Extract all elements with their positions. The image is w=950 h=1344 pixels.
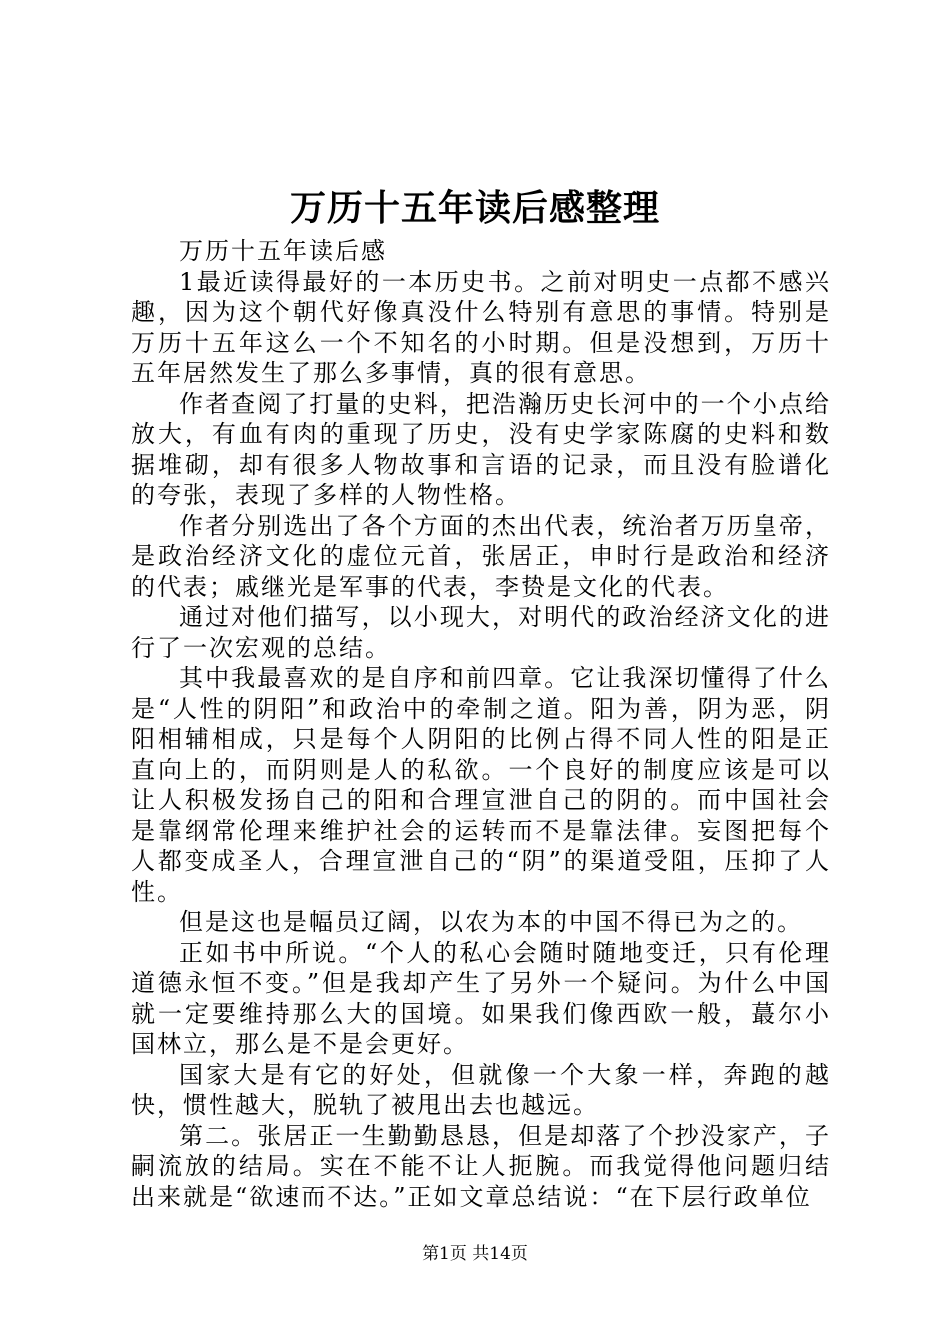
document-title: 万历十五年读后感整理 [289, 187, 660, 229]
document-body [131, 236, 831, 1212]
paragraph: 正如书中所说。“个人的私心会随时随地变迁，只有伦理道德永恒不变。”但是我却产生了另外一个疑问。为什么中国就一定要维持那么大的国境。如果我们像西欧一般，蕞尔小国林立，那么是不是会更好。 [131, 938, 831, 1058]
paragraph: 第二。张居正一生勤勤恳恳，但是却落了个抄没家产，子嗣流放的结局。实在不能不让人扼腕。而我觉得他问题归结出来就是“欲速而不达。”正如文章总结说：“在下层行政单位 [131, 1121, 831, 1211]
paragraph: 但是这也是幅员辽阔，以农为本的中国不得已为之的。 [179, 908, 803, 936]
paragraph: 1最近读得最好的一本历史书。之前对明史一点都不感兴趣，因为这个朝代好像真没什么特别有意思的事情。特别是万历十五年这么一个不知名的小时期。但是没想到，万历十五年居然发生了那么多事情，真的很有意思。 [131, 267, 831, 387]
paragraph: 国家大是有它的好处，但就像一个大象一样，奔跑的越快，惯性越大，脱轨了被甩出去也越远。 [131, 1060, 831, 1119]
paragraph: 万历十五年读后感 [179, 237, 387, 265]
paragraph: 其中我最喜欢的是自序和前四章。它让我深切懂得了什么是“人性的阴阳”和政治中的牵制之道。阳为善，阴为恶，阴阳相辅相成，只是每个人阴阳的比例占得不同人性的阳是正直向上的，而阴则是人的私欲。一个良好的制度应该是可以让人积极发扬自己的阳和合理宣泄自己的阴的。而中国社会是靠纲常伦理来维护社会的运转而不是靠法律。妄图把每个人都变成圣人，合理宣泄自己的“阴”的渠道受阻，压抑了人性。 [131, 664, 831, 906]
paragraph: 作者分别选出了各个方面的杰出代表，统治者万历皇帝，是政治经济文化的虚位元首，张居正，申时行是政治和经济的代表；戚继光是军事的代表，李贽是文化的代表。 [131, 511, 831, 601]
paragraph: 作者查阅了打量的史料，把浩瀚历史长河中的一个小点给放大，有血有肉的重现了历史，没有史学家陈腐的史料和数据堆砌，却有很多人物故事和言语的记录，而且没有脸谱化的夸张，表现了多样的人物性格。 [131, 389, 831, 509]
page-footer: 第1页 共14页 [422, 1244, 528, 1264]
paragraph: 通过对他们描写，以小现大，对明代的政治经济文化的进行了一次宏观的总结。 [131, 603, 831, 662]
